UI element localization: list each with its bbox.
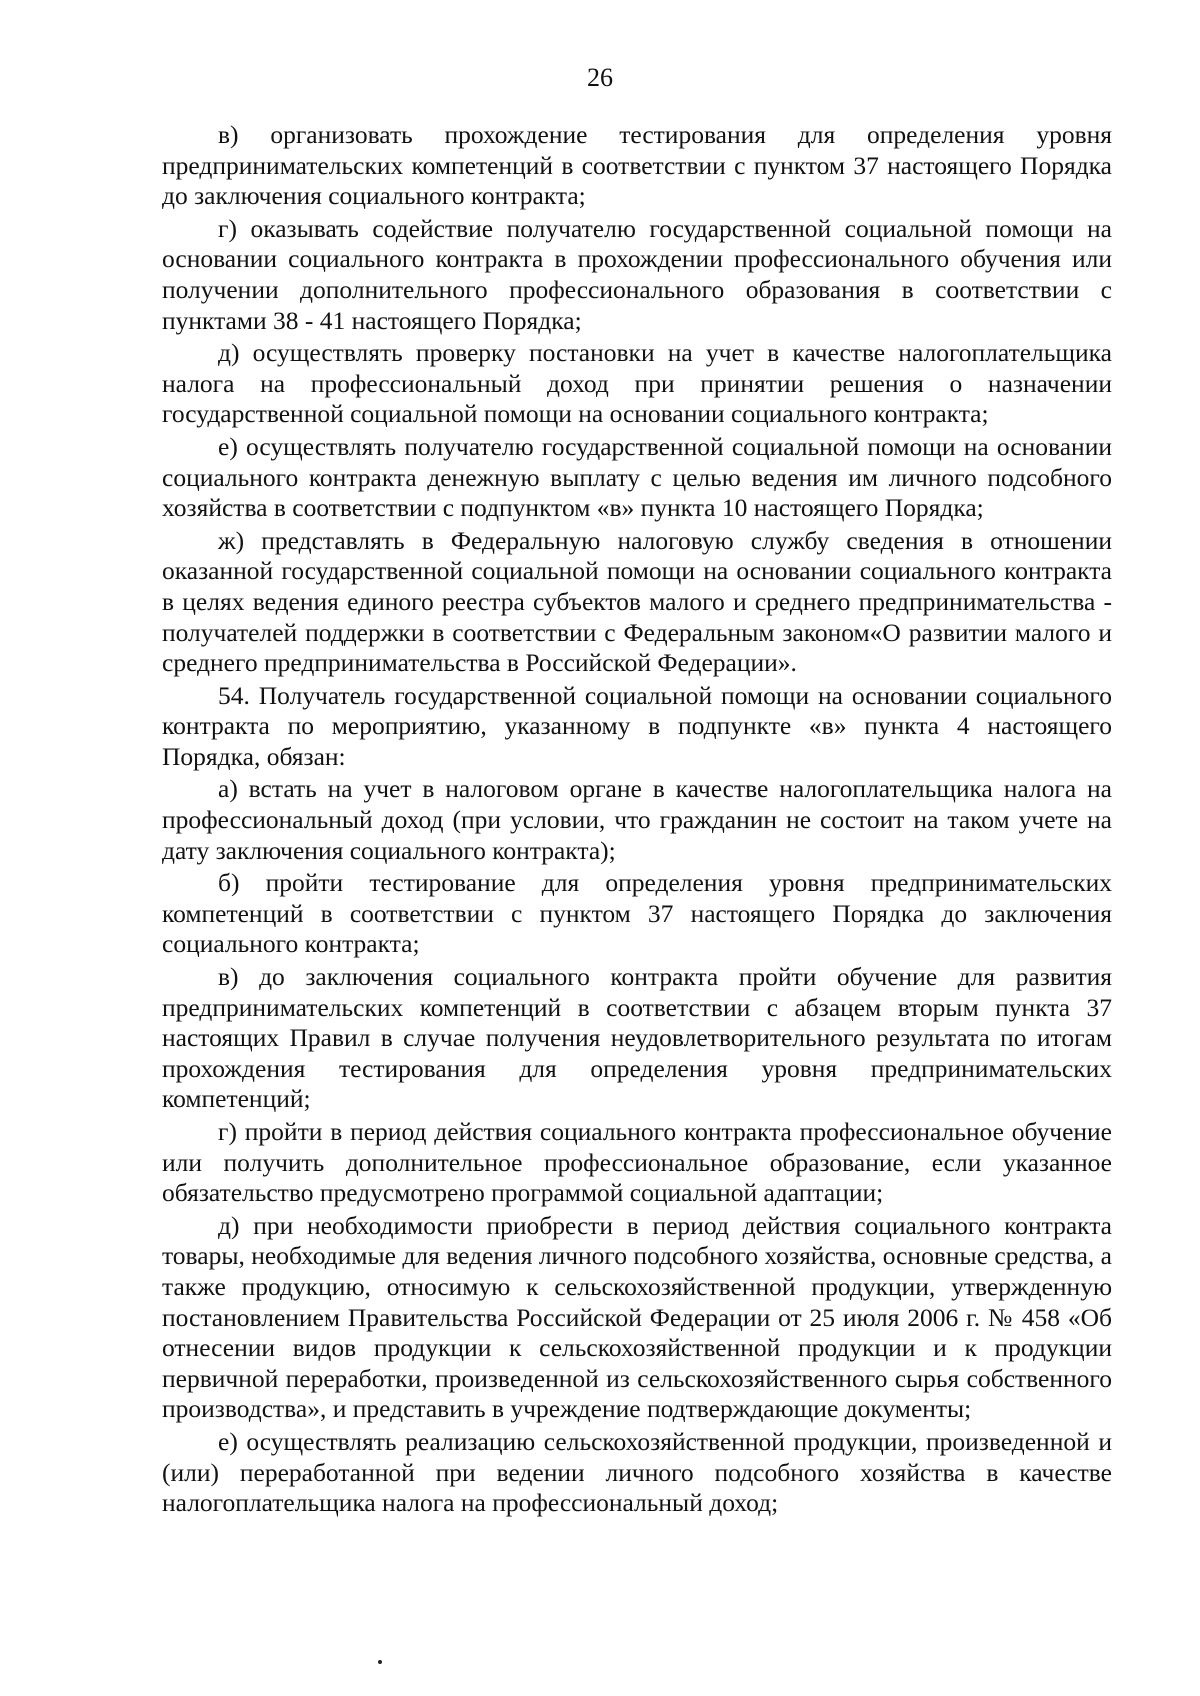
page-number: 26	[587, 63, 613, 92]
document-body	[162, 120, 1112, 1521]
paragraph-54-recipient-obligations: 54. Получатель государственной социальной помощи на основании социального контракта по мероприятию, указанному в подпункте «в» пункта 4 настоящего Порядка, обязан:	[162, 680, 1112, 771]
paragraph-e-cash-payment: е) осуществлять получателю государственной социальной помощи на основании социального контракта денежную выплату с целью ведения им личного подсобного хозяйства в соответствии с подпунктом «в» пункта 10 настоящего Порядка;	[162, 431, 1112, 523]
scan-artifact-dot	[378, 1660, 382, 1664]
paragraph-zh-tax-service-reporting: ж) представлять в Федеральную налоговую службу сведения в отношении оказанной государственной социальной помощи на основании социального контракта в целях ведения единого реестра субъектов малого и среднего предпринимательства - получателей поддержки в соответствии с Федеральным законом«О развитии малого и среднего предпринимательства в Российской Федерации».	[162, 525, 1112, 678]
paragraph-e-product-sales: е) осуществлять реализацию сельскохозяйственной продукции, произведенной и (или) переработанной при ведении личного подсобного хозяйства в качестве налогоплательщика налога на профессиональный доход;	[162, 1426, 1112, 1518]
paragraph-d-tax-registration-check: д) осуществлять проверку постановки на учет в качестве налогоплательщика налога на профессиональный доход при принятии решения о назначении государственной социальной помощи на основании социального контракта;	[162, 338, 1112, 429]
paragraph-g-training-assistance: г) оказывать содействие получателю государственной социальной помощи на основании социального контракта в прохождении профессионального обучения или получении дополнительного профессионального образования в соответствии с пунктами 38 - 41 настоящего Порядка;	[162, 213, 1112, 335]
paragraph-a-tax-registration: а) встать на учет в налоговом органе в качестве налогоплательщика налога на профессиональный доход (при условии, что гражданин не состоит на таком учете на дату заключения социального контракта);	[162, 774, 1112, 865]
paragraph-v-competence-training: в) до заключения социального контракта пройти обучение для развития предпринимательских компетенций в соответствии с абзацем вторым пункта 37 настоящих Правил в случае получения неудовлетворительного результата по итогам прохождения тестирования для определения уровня предпринимательских компетенций;	[162, 962, 1112, 1114]
paragraph-b-testing: б) пройти тестирование для определения уровня предпринимательских компетенций в соответствии с пунктом 37 настоящего Порядка до заключения социального контракта;	[162, 868, 1112, 959]
paragraph-g-professional-training: г) пройти в период действия социального контракта профессиональное обучение или получить дополнительное профессиональное образование, если указанное обязательство предусмотрено программой социальной адаптации;	[162, 1117, 1112, 1208]
paragraph-v-testing: в) организовать прохождение тестирования для определения уровня предпринимательских компетенций в соответствии с пунктом 37 настоящего Порядка до заключения социального контракта;	[162, 120, 1112, 211]
paragraph-d-purchase-goods: д) при необходимости приобрести в период действия социального контракта товары, необходимые для ведения личного подсобного хозяйства, основные средства, а также продукцию, относимую к сельскохозяйственной продукции, утвержденную постановлением Правительства Российской Федерации от 25 июля 2006 г. № 458 «Об отнесении видов продукции к сельскохозяйственной продукции и к продукции первичной переработки, произведенной из сельскохозяйственного сырья собственного производства», и представить в учреждение подтверждающие документы;	[162, 1210, 1112, 1424]
